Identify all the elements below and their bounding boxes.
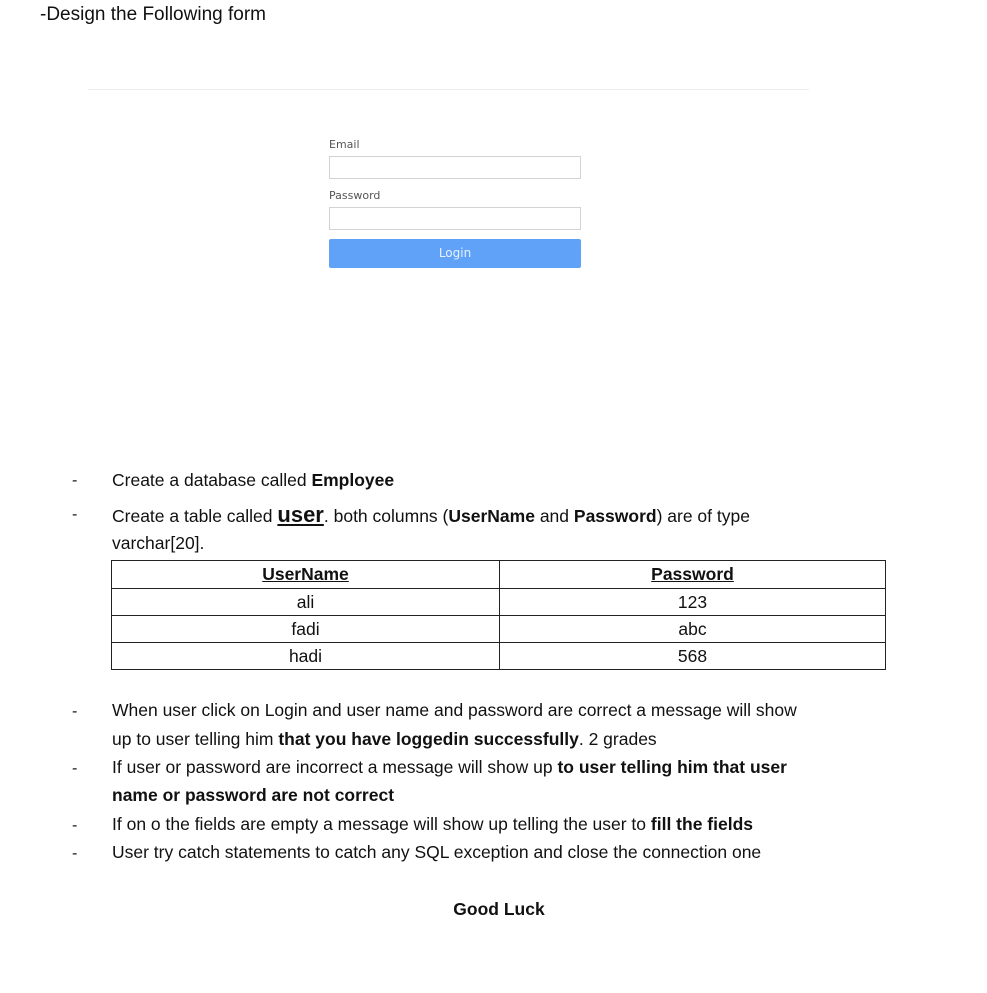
bullet-dash: - bbox=[72, 760, 78, 777]
login-button[interactable]: Login bbox=[329, 239, 581, 268]
bullet-database bbox=[112, 470, 394, 491]
page-heading: -Design the Following form bbox=[40, 4, 266, 25]
email-label: Email bbox=[329, 138, 360, 151]
bullet-dash: - bbox=[72, 506, 78, 523]
bullet-text: If user or password are incorrect a message will show up bbox=[112, 757, 558, 777]
password-input[interactable] bbox=[329, 207, 581, 230]
cell-password: 123 bbox=[500, 589, 886, 616]
bullet-bold: fill the fields bbox=[650, 814, 754, 834]
cell-username: hadi bbox=[112, 643, 500, 670]
bullet-text: and bbox=[534, 506, 574, 526]
table-row bbox=[112, 589, 886, 616]
bullet-dash: - bbox=[72, 817, 78, 834]
bullet-table bbox=[112, 502, 750, 528]
users-table bbox=[111, 560, 886, 670]
table-row bbox=[112, 616, 886, 643]
bullet-login-fail-line2: name or password are not correct bbox=[112, 785, 395, 805]
bullet-text: up to user telling him bbox=[112, 729, 279, 749]
cell-password: abc bbox=[500, 616, 886, 643]
bullet-dash: - bbox=[72, 472, 78, 489]
bullet-dash: - bbox=[72, 845, 78, 862]
bullet-text: Create a table called bbox=[112, 506, 278, 526]
form-separator bbox=[88, 89, 809, 90]
bullet-login-success-line2 bbox=[112, 729, 657, 750]
bullet-try-catch: User try catch statements to catch any SQL exception and close the connection one bbox=[112, 842, 762, 862]
email-input[interactable] bbox=[329, 156, 581, 179]
cell-password: 568 bbox=[500, 643, 886, 670]
bullet-table-line2: varchar[20]. bbox=[112, 533, 205, 553]
bullet-login-fail bbox=[112, 757, 787, 778]
bullet-login-success: When user click on Login and user name and password are correct a message will show bbox=[112, 700, 797, 720]
cell-username: fadi bbox=[112, 616, 500, 643]
table-row bbox=[112, 643, 886, 670]
password-label: Password bbox=[329, 189, 381, 202]
bullet-text: Create a database called bbox=[112, 470, 312, 490]
header-password: Password bbox=[500, 561, 886, 589]
bullet-empty-fields bbox=[112, 814, 753, 835]
cell-username: ali bbox=[112, 589, 500, 616]
bullet-text: ) are of type bbox=[656, 506, 750, 526]
table-header-row bbox=[112, 561, 886, 589]
database-name: Employee bbox=[311, 470, 395, 490]
bullet-bold: that you have loggedin successfully bbox=[278, 729, 579, 749]
closing-text: Good Luck bbox=[453, 899, 545, 919]
table-name: user bbox=[277, 502, 324, 527]
bullet-text: . both columns ( bbox=[323, 506, 449, 526]
bullet-dash: - bbox=[72, 703, 78, 720]
column-password: Password bbox=[573, 506, 657, 526]
header-username: UserName bbox=[112, 561, 500, 589]
bullet-bold: to user telling him that user bbox=[557, 757, 787, 777]
column-username: UserName bbox=[448, 506, 535, 526]
bullet-text: If on o the fields are empty a message will show up telling the user to bbox=[112, 814, 651, 834]
bullet-text: . 2 grades bbox=[578, 729, 657, 749]
